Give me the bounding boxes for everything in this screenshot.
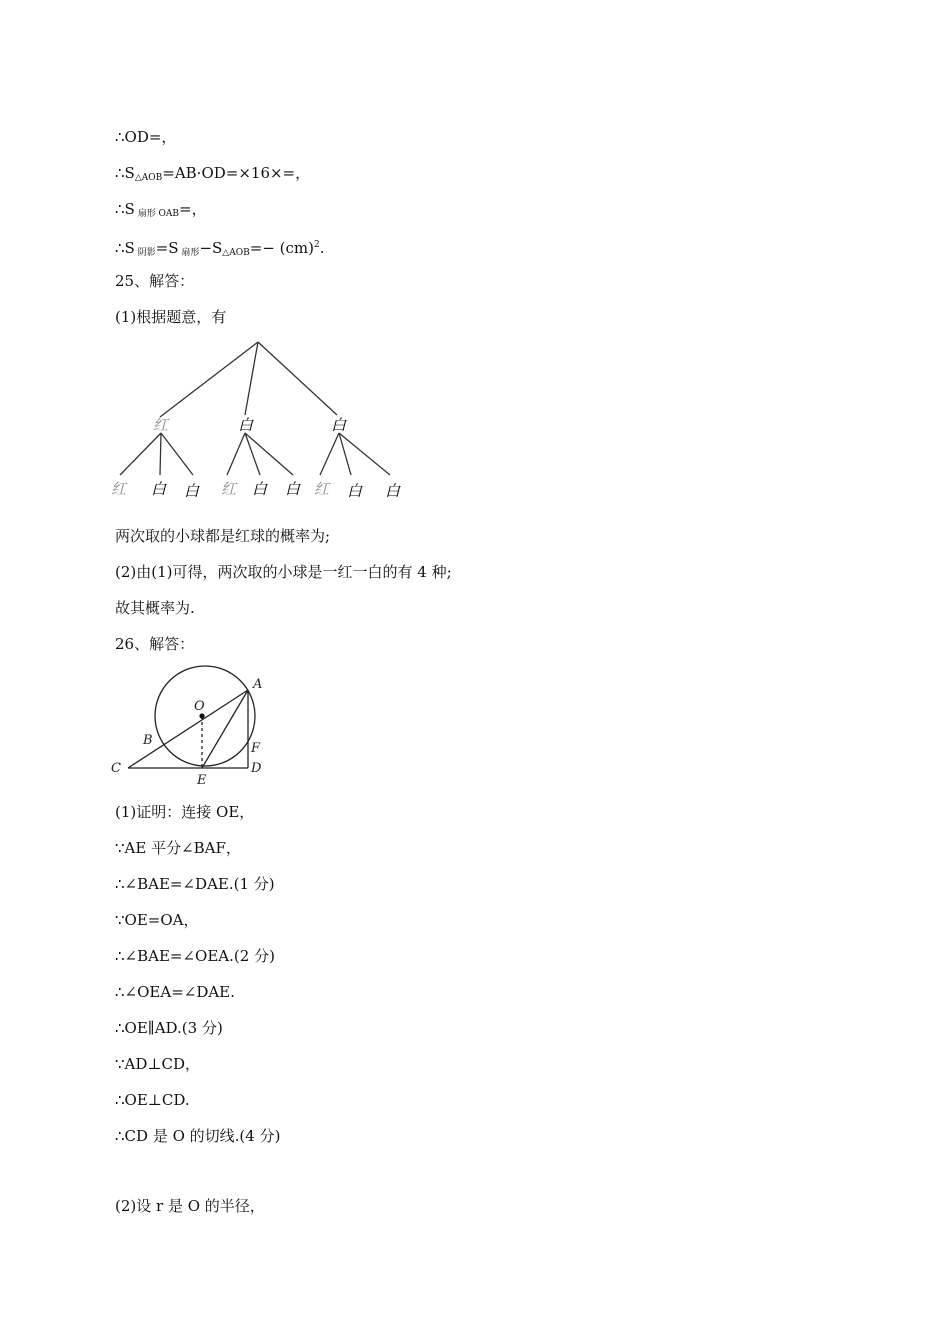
center-point-o <box>199 713 204 718</box>
proof-line-10: ∴CD 是 O 的切线.(4 分) <box>115 1127 281 1145</box>
tree-node-level2-9: 白 <box>385 482 401 500</box>
question-26-heading: 26、解答： <box>115 635 195 653</box>
question-25-part1: (1)根据题意，有 <box>115 308 227 326</box>
proof-line-11: (2)设 r 是 O 的半径， <box>115 1197 265 1215</box>
proof-line-8: ∵AD⊥CD， <box>115 1055 201 1073</box>
proof-line-7: ∴OE∥AD.(3 分) <box>115 1019 223 1037</box>
tree-node-level2-2: 白 <box>151 480 167 498</box>
label-e: E <box>197 773 207 788</box>
proof-line-9: ∴OE⊥CD. <box>115 1091 190 1109</box>
tree-node-level1-3: 白 <box>331 416 347 434</box>
probability-tree-diagram <box>105 335 415 510</box>
line-od: ∴OD=， <box>115 128 177 146</box>
proof-line-1: (1)证明：连接 OE， <box>115 803 255 821</box>
question-25-probability-red: 两次取的小球都是红球的概率为; <box>115 527 331 545</box>
line-area-sector: ∴S $_{扇形 OAB}$=， <box>115 200 207 219</box>
line-area-triangle: $\therefore S_{\triangle AOB}=AB\cdot OD=\times 16\times=$， <box>115 164 311 183</box>
line-area-shaded: ∴S $_{阴影}$=S $_{扇形}-S_{\triangle AOB}=- (cm)^2$. <box>115 239 325 258</box>
label-d: D <box>251 761 262 776</box>
label-o: O <box>194 699 205 714</box>
circle-tangent-diagram <box>105 662 275 792</box>
label-b: B <box>143 733 153 748</box>
proof-line-6: ∴∠OEA=∠DAE. <box>115 983 235 1001</box>
label-c: C <box>111 761 121 776</box>
proof-line-5: ∴∠BAE=∠OEA.(2 分) <box>115 947 275 965</box>
question-25-heading: 25、解答： <box>115 272 195 290</box>
tree-node-level2-5: 白 <box>252 480 268 498</box>
proof-line-2: ∵AE 平分∠BAF， <box>115 839 241 857</box>
question-25-part2: (2)由(1)可得，两次取的小球是一红一白的有 4 种; <box>115 563 452 581</box>
tree-node-level2-8: 白 <box>347 482 363 500</box>
proof-line-4: ∵OE=OA， <box>115 911 199 929</box>
label-a: A <box>253 677 263 692</box>
tree-node-level2-1: 红 <box>111 480 127 498</box>
label-f: F <box>251 741 261 756</box>
proof-line-3: ∴∠BAE=∠DAE.(1 分) <box>115 875 275 893</box>
tree-node-level2-3: 白 <box>184 482 200 500</box>
question-25-probability-mixed: 故其概率为. <box>115 599 195 617</box>
tree-node-level1-1: 红 <box>153 416 169 434</box>
tree-node-level2-7: 红 <box>314 480 330 498</box>
tree-node-level2-6: 白 <box>285 480 301 498</box>
tree-node-level2-4: 红 <box>221 480 237 498</box>
tree-node-level1-2: 白 <box>238 416 254 434</box>
